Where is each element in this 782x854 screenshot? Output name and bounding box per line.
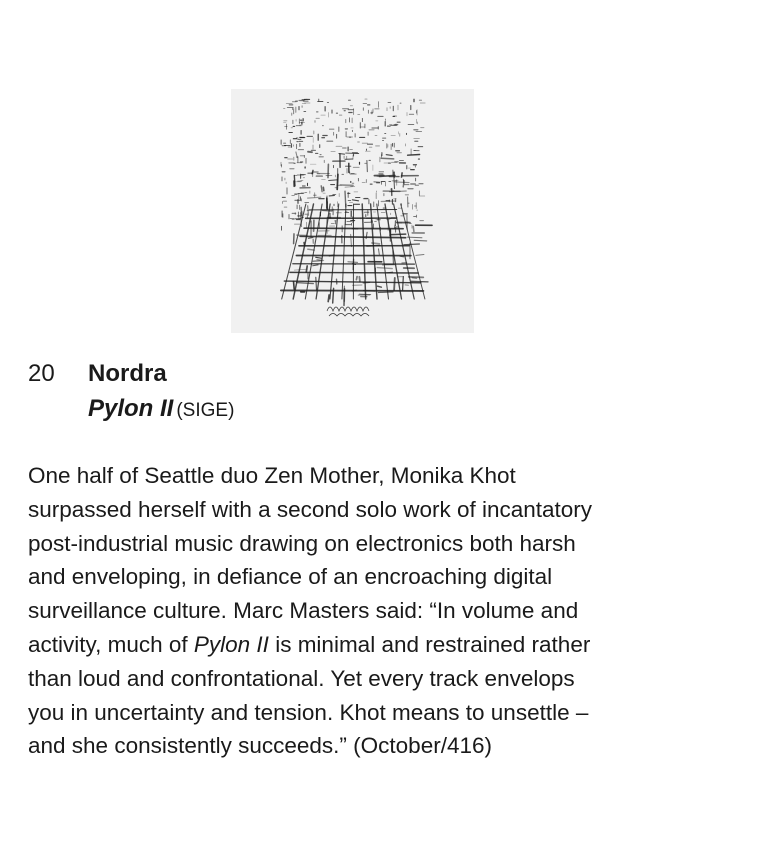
review-line: you in uncertainty and tension. Khot means to unsettle – bbox=[28, 699, 589, 725]
album-cover-image bbox=[231, 89, 474, 333]
review-line bbox=[28, 628, 738, 662]
record-label: (SIGE) bbox=[176, 400, 235, 421]
review-line: surveillance culture. Marc Masters said: “In volume and bbox=[28, 598, 579, 624]
review-text-segment: is minimal and restrained rather bbox=[268, 631, 591, 657]
album-title: Pylon II bbox=[88, 395, 174, 422]
chart-rank: 20 bbox=[28, 360, 55, 387]
review-line: and she consistently succeeds.” (October/416) bbox=[28, 733, 492, 759]
artist-name: Nordra bbox=[88, 360, 167, 387]
album-cover-artwork bbox=[231, 89, 474, 333]
cover-signature bbox=[327, 307, 369, 316]
review-album-title: Pylon II bbox=[193, 631, 269, 657]
review-line: and enveloping, in defiance of an encroaching digital bbox=[28, 564, 553, 590]
release-line bbox=[88, 394, 234, 426]
review-line: One half of Seattle duo Zen Mother, Monika Khot bbox=[28, 463, 516, 488]
review-line: than loud and confrontational. Yet every track envelops bbox=[28, 665, 575, 691]
review-line: surpassed herself with a second solo work of incantatory bbox=[28, 496, 593, 522]
review-line: post-industrial music drawing on electronics both harsh bbox=[28, 530, 576, 556]
review-text-segment: activity, much of bbox=[28, 631, 194, 657]
review-text bbox=[28, 459, 738, 763]
